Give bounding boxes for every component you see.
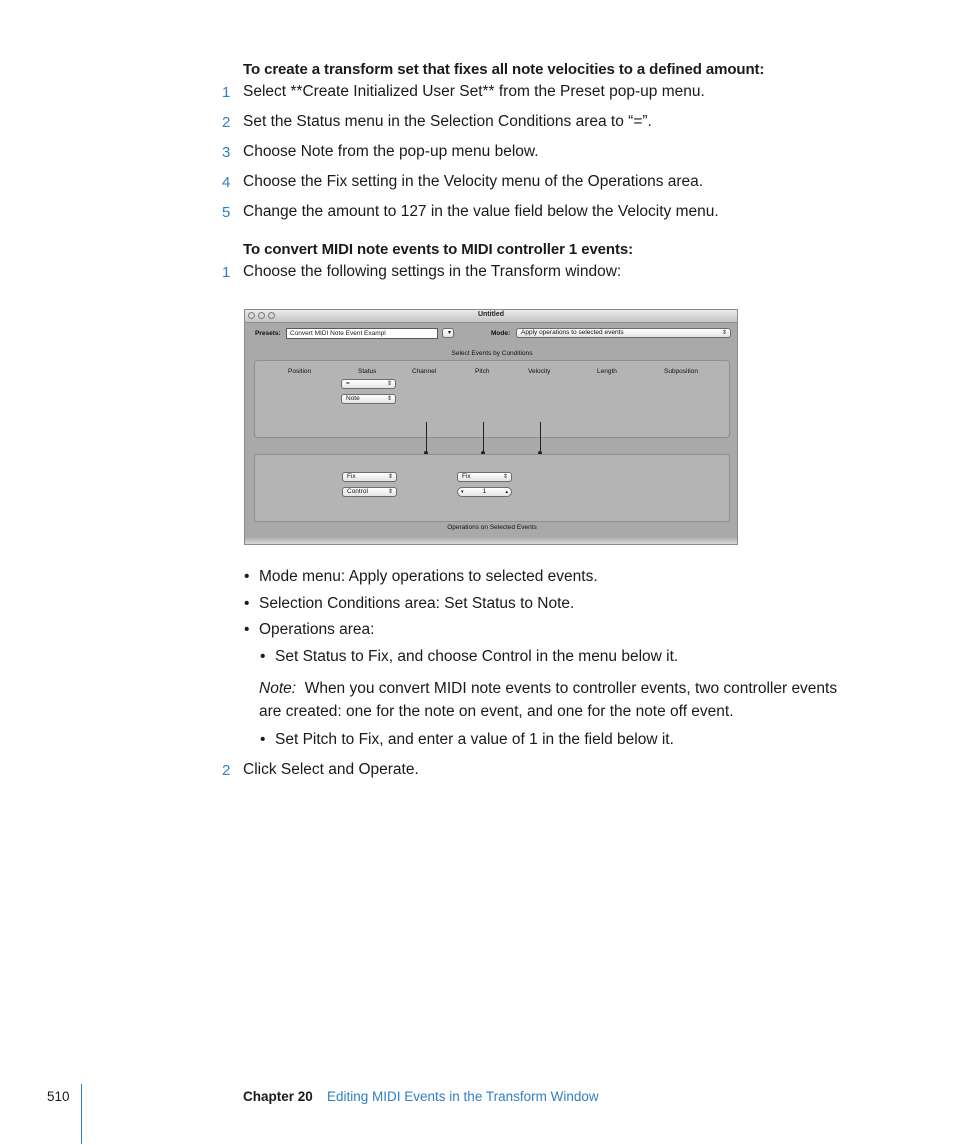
sub-list-item: •: [260, 731, 266, 748]
step-text: Click Select and Operate.: [243, 761, 419, 778]
column-header: Pitch: [475, 368, 490, 375]
list-item-text: Operations area:: [259, 621, 375, 638]
step-number: 4: [222, 174, 231, 191]
step-text: Choose Note from the pop-up menu below.: [243, 143, 539, 160]
sub-list-item-text: Set Pitch to Fix, and enter a value of 1 in the field below it.: [275, 731, 674, 748]
step-text: Change the amount to 127 in the value field below the Velocity menu.: [243, 203, 719, 220]
chapter-title: Editing MIDI Events in the Transform Window: [327, 1089, 599, 1104]
footer-divider: [81, 1084, 82, 1144]
step-number: 5: [222, 204, 231, 221]
section-heading: To convert MIDI note events to MIDI controller 1 events:: [243, 241, 634, 258]
note-line-2: are created: one for the note on event, and one for the note off event.: [259, 703, 734, 720]
step-number: 2: [222, 114, 231, 131]
chapter-label: Chapter 20: [243, 1089, 313, 1104]
step-number: 2: [222, 762, 231, 779]
status-value: Note: [346, 395, 360, 402]
presets-field[interactable]: Convert MIDI Note Event Exampl: [286, 328, 438, 339]
arrow-down-icon[interactable]: ▾: [461, 489, 464, 495]
operations-heading: Operations on Selected Events: [447, 524, 537, 531]
step-number: 1: [222, 84, 231, 101]
chevron-updown-icon: ⇕: [386, 396, 392, 402]
pitch-value-stepper[interactable]: [457, 487, 512, 497]
section-heading: To create a transform set that fixes all note velocities to a defined amount:: [243, 61, 765, 78]
window-bottom-edge: [245, 537, 738, 545]
note-label: Note:: [259, 680, 297, 697]
step-text: Choose the Fix setting in the Velocity menu of the Operations area.: [243, 173, 704, 190]
column-header: Channel: [412, 368, 437, 375]
column-header: Subposition: [664, 368, 698, 375]
status-operation-value-popup[interactable]: [342, 487, 397, 497]
step-text: Set the Status menu in the Selection Conditions area to “=”.: [243, 113, 652, 130]
mode-label: Mode:: [491, 330, 511, 337]
page-number: 510: [47, 1089, 70, 1104]
step-text: Choose the following settings in the Transform window:: [243, 263, 622, 280]
selection-conditions-panel: [254, 360, 730, 438]
note-line-1: When you convert MIDI note events to controller events, two controller events: [304, 680, 838, 697]
window-title: Untitled: [477, 311, 505, 318]
mode-popup-value: Apply operations to selected events: [521, 329, 624, 336]
list-item: •: [244, 595, 250, 612]
window-titlebar: [245, 310, 737, 323]
chevron-updown-icon: ⇕: [721, 330, 727, 336]
list-item-text: Mode menu: Apply operations to selected events.: [259, 568, 598, 585]
chevron-updown-icon: ⇕: [387, 474, 393, 480]
note-paragraph: [259, 677, 879, 723]
status-condition-value: =: [346, 380, 350, 387]
column-header: Status: [358, 368, 377, 375]
chevron-updown-icon: ⇕: [502, 474, 508, 480]
presets-menu-button[interactable]: ▾: [442, 328, 454, 338]
list-item: •: [244, 621, 250, 638]
step-number: 3: [222, 144, 231, 161]
status-operation-value-text: Control: [347, 488, 368, 495]
sub-list-item: •: [260, 648, 266, 665]
list-item: •: [244, 568, 250, 585]
column-header: Velocity: [528, 368, 551, 375]
mode-popup[interactable]: [516, 328, 731, 338]
pitch-value: 1: [482, 488, 487, 495]
arrow-up-icon[interactable]: ▴: [505, 489, 508, 495]
step-text: Select **Create Initialized User Set** from the Preset pop-up menu.: [243, 83, 705, 100]
status-value-popup[interactable]: [341, 394, 396, 404]
chevron-updown-icon: ⇕: [387, 489, 393, 495]
column-header: Length: [597, 368, 617, 375]
status-condition-popup[interactable]: [341, 379, 396, 389]
pitch-operation-value: Fix: [462, 473, 471, 480]
list-item-text: Selection Conditions area: Set Status to Note.: [259, 595, 575, 612]
status-operation-value: Fix: [347, 473, 356, 480]
step-number: 1: [222, 264, 231, 281]
presets-label: Presets:: [255, 330, 281, 337]
chevron-updown-icon: ⇕: [386, 381, 392, 387]
sub-list-item-text: Set Status to Fix, and choose Control in the menu below it.: [275, 648, 679, 665]
status-operation-popup[interactable]: [342, 472, 397, 482]
pitch-operation-popup[interactable]: [457, 472, 512, 482]
column-header: Position: [288, 368, 312, 375]
select-events-heading: Select Events by Conditions: [451, 350, 533, 357]
transform-window-screenshot: [244, 309, 738, 545]
